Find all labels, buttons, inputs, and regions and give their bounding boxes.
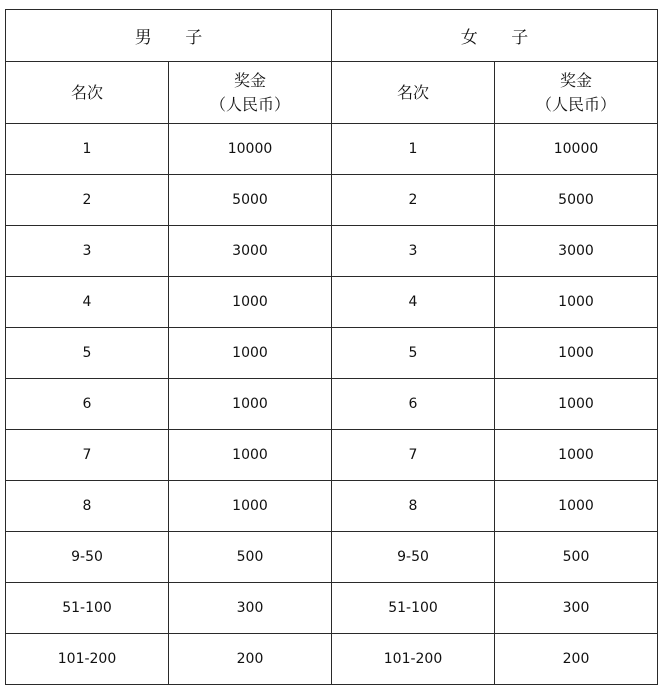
men-prize-cell: 1000 <box>169 481 332 532</box>
women-prize-cell: 1000 <box>495 430 658 481</box>
men-prize-cell: 200 <box>169 634 332 685</box>
women-prize-header <box>495 62 658 124</box>
table-row <box>6 328 658 379</box>
men-prize-cell: 300 <box>169 583 332 634</box>
men-prize-header <box>169 62 332 124</box>
table-row <box>6 430 658 481</box>
men-rank-cell: 4 <box>6 277 169 328</box>
men-prize-cell: 1000 <box>169 277 332 328</box>
women-prize-cell: 1000 <box>495 379 658 430</box>
women-prize-cell: 1000 <box>495 328 658 379</box>
women-group-label: 女 子 <box>460 28 543 48</box>
women-rank-cell: 2 <box>332 175 495 226</box>
men-rank-cell: 101-200 <box>6 634 169 685</box>
women-rank-cell: 51-100 <box>332 583 495 634</box>
men-rank-cell: 1 <box>6 124 169 175</box>
table-row <box>6 532 658 583</box>
women-prize-cell: 5000 <box>495 175 658 226</box>
women-rank-cell: 6 <box>332 379 495 430</box>
women-prize-cell: 10000 <box>495 124 658 175</box>
men-rank-cell: 5 <box>6 328 169 379</box>
women-group-header <box>332 10 658 62</box>
men-rank-cell: 8 <box>6 481 169 532</box>
men-prize-cell: 1000 <box>169 379 332 430</box>
men-rank-cell: 6 <box>6 379 169 430</box>
men-prize-header-unit: （人民币） <box>209 94 290 114</box>
women-prize-cell: 300 <box>495 583 658 634</box>
women-prize-header-title: 奖金 <box>559 70 592 90</box>
men-prize-cell: 500 <box>169 532 332 583</box>
men-prize-cell: 10000 <box>169 124 332 175</box>
men-group-label: 男 子 <box>134 28 217 48</box>
women-prize-cell: 3000 <box>495 226 658 277</box>
women-rank-header: 名次 <box>332 62 495 124</box>
men-prize-cell: 5000 <box>169 175 332 226</box>
gender-header-row <box>6 10 658 62</box>
men-rank-header: 名次 <box>6 62 169 124</box>
men-group-header <box>6 10 332 62</box>
men-rank-cell: 2 <box>6 175 169 226</box>
table-row <box>6 379 658 430</box>
men-rank-cell: 51-100 <box>6 583 169 634</box>
women-rank-cell: 9-50 <box>332 532 495 583</box>
women-prize-cell: 500 <box>495 532 658 583</box>
table-row <box>6 175 658 226</box>
table-row <box>6 481 658 532</box>
men-prize-header-title: 奖金 <box>233 70 266 90</box>
column-header-row <box>6 62 658 124</box>
men-prize-cell: 1000 <box>169 430 332 481</box>
men-rank-cell: 9-50 <box>6 532 169 583</box>
women-prize-cell: 1000 <box>495 481 658 532</box>
men-rank-cell: 7 <box>6 430 169 481</box>
women-rank-cell: 4 <box>332 277 495 328</box>
men-rank-cell: 3 <box>6 226 169 277</box>
table-row <box>6 226 658 277</box>
women-prize-cell: 200 <box>495 634 658 685</box>
table-row <box>6 124 658 175</box>
prize-table <box>5 9 658 685</box>
women-rank-cell: 101-200 <box>332 634 495 685</box>
prize-table-body <box>6 10 658 685</box>
men-prize-cell: 1000 <box>169 328 332 379</box>
women-rank-cell: 3 <box>332 226 495 277</box>
table-row <box>6 277 658 328</box>
women-rank-cell: 1 <box>332 124 495 175</box>
women-prize-header-unit: （人民币） <box>535 94 616 114</box>
men-prize-cell: 3000 <box>169 226 332 277</box>
table-row <box>6 583 658 634</box>
women-rank-cell: 8 <box>332 481 495 532</box>
women-rank-cell: 7 <box>332 430 495 481</box>
table-row <box>6 634 658 685</box>
women-rank-cell: 5 <box>332 328 495 379</box>
women-prize-cell: 1000 <box>495 277 658 328</box>
